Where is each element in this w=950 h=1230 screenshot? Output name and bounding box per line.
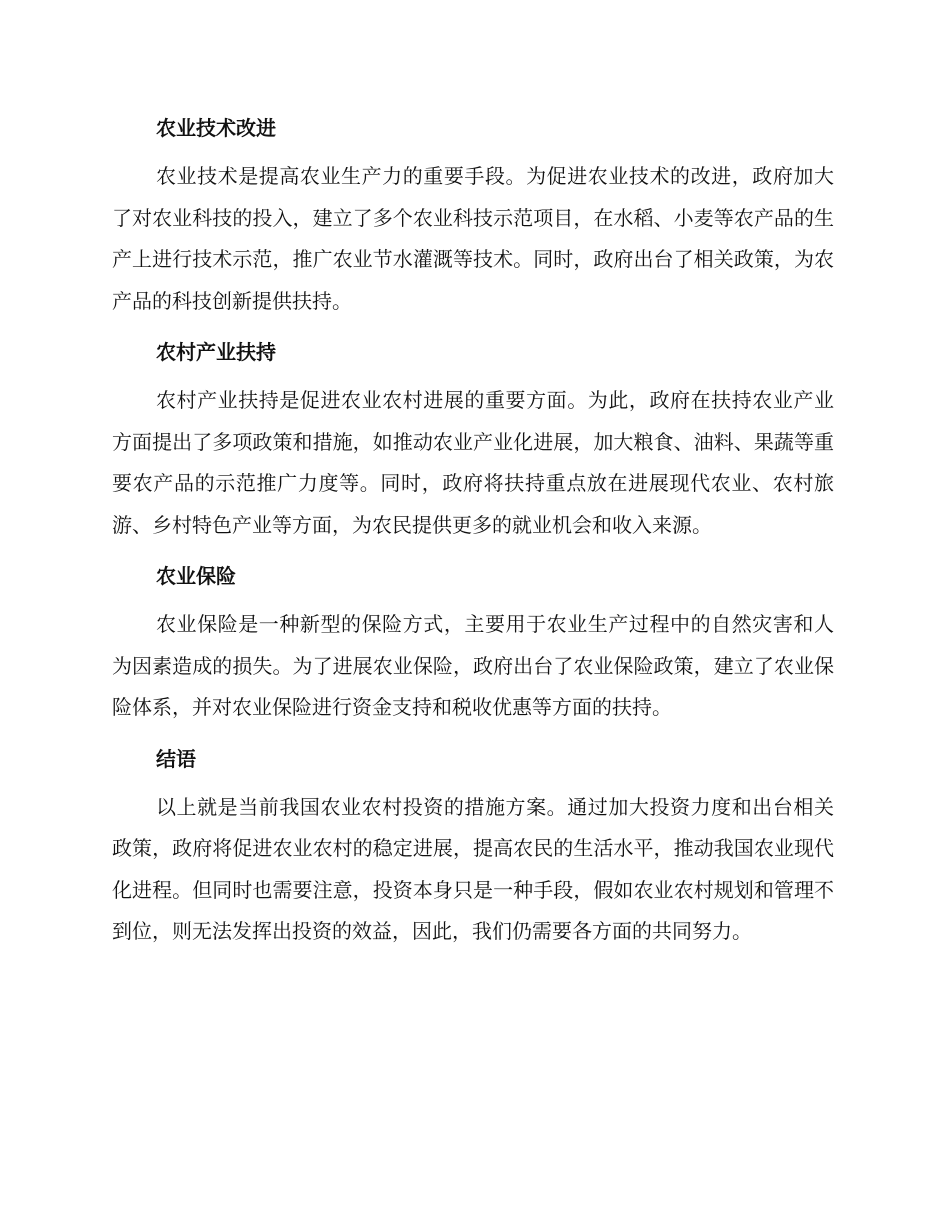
section-heading: 结语 [156, 746, 196, 771]
section-paragraph: 农业保险是一种新型的保险方式，主要用于农业生产过程中的自然灾害和人为因素造成的损失。为了进展农业保险，政府出台了农业保险政策，建立了农业保险体系，并对农业保险进行资金支持和税收优惠等方面的扶持。 [112, 612, 834, 719]
section-paragraph: 农村产业扶持是促进农业农村进展的重要方面。为此，政府在扶持农业产业方面提出了多项政策和措施，如推动农业产业化进展，加大粮食、油料、果蔬等重要农产品的示范推广力度等。同时，政府将扶持重点放在进展现代农业、农村旅游、乡村特色产业等方面，为农民提供更多的就业机会和收入来源。 [112, 388, 834, 537]
section-paragraph: 农业技术是提高农业生产力的重要手段。为促进农业技术的改进，政府加大了对农业科技的投入，建立了多个农业科技示范项目，在水稻、小麦等农产品的生产上进行技术示范，推广农业节水灌溉等技术。同时，政府出台了相关政策，为农产品的科技创新提供扶持。 [112, 164, 834, 313]
section-rural-industry [112, 332, 834, 546]
section-conclusion [112, 739, 834, 953]
section-agri-tech [112, 108, 834, 322]
section-heading: 农村产业扶持 [156, 340, 276, 364]
section-paragraph: 以上就是当前我国农业农村投资的措施方案。通过加大投资力度和出台相关政策，政府将促进农业农村的稳定进展，提高农民的生活水平，推动我国农业现代化进程。但同时也需要注意，投资本身只是一种手段，假如农业农村规划和管理不到位，则无法发挥出投资的效益，因此，我们仍需要各方面的共同努力。 [112, 794, 834, 943]
section-heading: 农业保险 [156, 564, 236, 588]
section-heading: 农业技术改进 [156, 116, 276, 140]
section-agri-insurance [112, 556, 834, 729]
document-body [112, 108, 834, 963]
